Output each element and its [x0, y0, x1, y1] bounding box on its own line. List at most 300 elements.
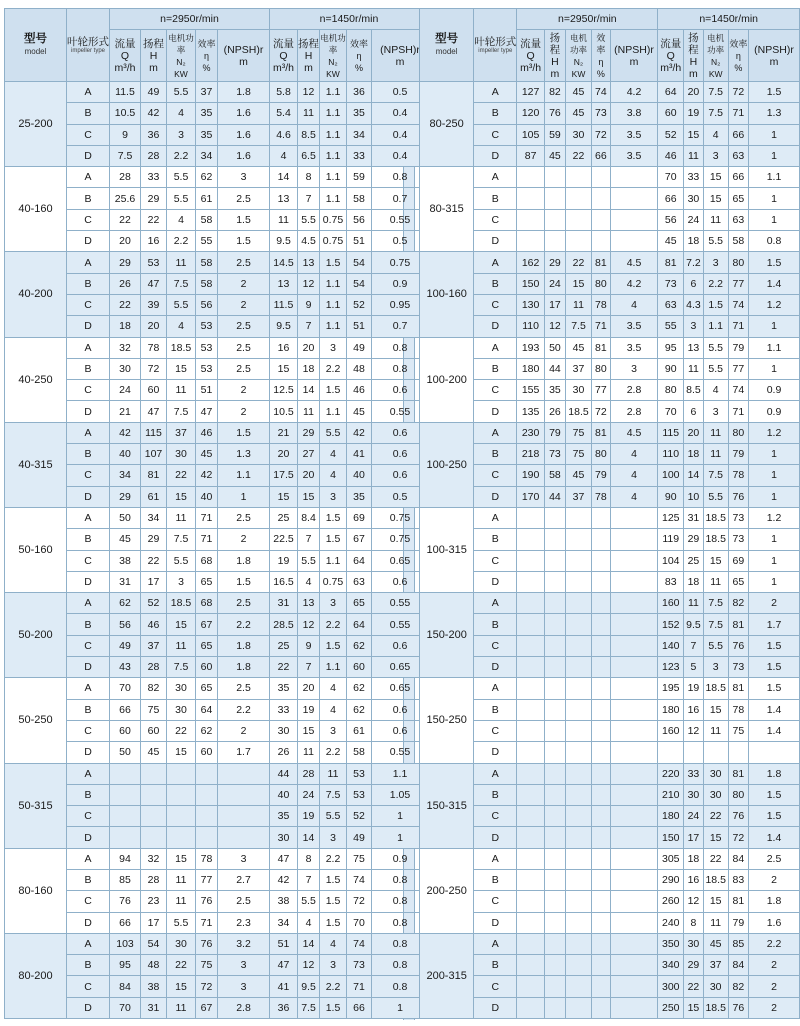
head-1450-cell: 24: [684, 806, 704, 827]
table-row: [5, 742, 429, 763]
efficiency-2950-cell: [592, 806, 611, 827]
speed-high-header: n=2950r/min: [110, 9, 270, 30]
npsh-2950-cell: [218, 784, 270, 805]
power-1450-cell: 7.5: [703, 103, 728, 124]
efficiency-2950-cell: [592, 571, 611, 592]
npsh-1450-cell: 1.5: [749, 635, 800, 656]
flow-2950-cell: 95: [110, 955, 141, 976]
npsh-1450-cell: 0.9: [749, 401, 800, 422]
npsh-1450-cell: 1.4: [749, 827, 800, 848]
head-1450-cell: 11: [298, 401, 320, 422]
flow-2950-cell: [517, 550, 545, 571]
impeller-type-cell: B: [474, 103, 517, 124]
npsh-2950-cell: 2: [218, 273, 270, 294]
impeller-type-cell: B: [474, 444, 517, 465]
table-row: [5, 337, 429, 358]
table-row: [5, 188, 429, 209]
flow-1450-cell: 150: [658, 827, 684, 848]
efficiency-1450-cell: 73: [728, 657, 748, 678]
head-2950-cell: [544, 699, 565, 720]
efficiency-2950-cell: 65: [196, 678, 218, 699]
power-2950-cell: 30: [167, 933, 196, 954]
impeller-type-cell: B: [67, 103, 110, 124]
npsh-2950-cell: 2.5: [218, 188, 270, 209]
efficiency-1450-cell: 85: [728, 933, 748, 954]
efficiency-1450-cell: 66: [728, 124, 748, 145]
power-2950-cell: [565, 635, 591, 656]
efficiency-1450-cell: 62: [347, 635, 372, 656]
flow-2950-cell: 70: [110, 678, 141, 699]
power-1450-cell: 5.5: [703, 358, 728, 379]
efficiency-1450-cell: 74: [347, 869, 372, 890]
impeller-type-cell: D: [67, 827, 110, 848]
impeller-type-cell: D: [67, 145, 110, 166]
power-2950-cell: 15: [167, 976, 196, 997]
head-1450-cell: 5: [684, 657, 704, 678]
flow-2950-cell: 193: [517, 337, 545, 358]
efficiency-2950-cell: 62: [196, 720, 218, 741]
npsh-1450-cell: 0.6: [372, 465, 429, 486]
efficiency-2950-cell: 45: [196, 444, 218, 465]
efficiency-1450-cell: 61: [347, 720, 372, 741]
head-1450-cell: 30: [684, 784, 704, 805]
speed-low-header: n=1450r/min: [270, 9, 429, 30]
head-1450-cell: 14: [298, 933, 320, 954]
npsh-2950-cell: 3.5: [610, 145, 658, 166]
npsh-2950-cell: 1.5: [218, 422, 270, 443]
npsh-2950-cell: [610, 955, 658, 976]
flow-1450-cell: 180: [658, 699, 684, 720]
table-row: [420, 678, 800, 699]
power-2950-cell: 5.5: [167, 82, 196, 103]
impeller-type-cell: A: [474, 593, 517, 614]
power-1450-cell: 4: [320, 444, 347, 465]
head-2950-cell: 28: [141, 145, 167, 166]
npsh-1450-cell: 1: [749, 465, 800, 486]
npsh-2950-cell: [610, 507, 658, 528]
power-2950-cell: 15: [167, 614, 196, 635]
head-2950-cell: [544, 848, 565, 869]
head-1450-cell: 19: [298, 699, 320, 720]
npsh-2950-cell: 1.1: [218, 465, 270, 486]
power-2950-cell: 22: [167, 955, 196, 976]
head-1450-cell: 8.5: [298, 124, 320, 145]
flow-1450-cell: 9.5: [270, 231, 298, 252]
power-1450-cell: 18.5: [703, 997, 728, 1018]
head-2950-cell: [544, 912, 565, 933]
npsh-1450-cell: 1.7: [749, 614, 800, 635]
flow-header: 流量 Q m³/h: [658, 30, 684, 82]
head-1450-cell: 33: [684, 167, 704, 188]
power-2950-cell: [565, 593, 591, 614]
table-row: [5, 358, 429, 379]
head-1450-cell: 12: [298, 614, 320, 635]
npsh-2950-cell: [610, 869, 658, 890]
head-1450-cell: 15: [298, 720, 320, 741]
efficiency-1450-cell: 75: [728, 720, 748, 741]
head-2950-cell: 78: [141, 337, 167, 358]
flow-1450-cell: 16: [270, 337, 298, 358]
efficiency-1450-cell: 65: [728, 188, 748, 209]
impeller-type-cell: B: [67, 358, 110, 379]
power-1450-cell: 11: [703, 571, 728, 592]
flow-2950-cell: 25.6: [110, 188, 141, 209]
flow-2950-cell: [517, 188, 545, 209]
head-2950-cell: 28: [141, 657, 167, 678]
power-1450-cell: 5.5: [703, 337, 728, 358]
flow-2950-cell: 85: [110, 869, 141, 890]
head-1450-cell: 30: [684, 188, 704, 209]
npsh-1450-cell: 1: [749, 529, 800, 550]
flow-1450-cell: 34: [270, 912, 298, 933]
flow-1450-cell: [658, 742, 684, 763]
flow-2950-cell: 105: [517, 124, 545, 145]
power-1450-cell: 7.5: [703, 465, 728, 486]
efficiency-2950-cell: 73: [592, 103, 611, 124]
npsh-header: (NPSH)r m: [218, 30, 270, 82]
flow-1450-cell: 60: [658, 103, 684, 124]
efficiency-1450-cell: 73: [347, 955, 372, 976]
npsh-2950-cell: 2.5: [218, 337, 270, 358]
impeller-type-cell: A: [67, 167, 110, 188]
flow-1450-cell: 12.5: [270, 380, 298, 401]
head-2950-cell: [544, 550, 565, 571]
npsh-1450-cell: 0.75: [372, 529, 429, 550]
efficiency-2950-cell: 71: [196, 507, 218, 528]
power-1450-cell: 2.2: [320, 976, 347, 997]
power-2950-cell: 15: [167, 742, 196, 763]
efficiency-1450-cell: 71: [728, 401, 748, 422]
power-1450-cell: 1.1: [320, 103, 347, 124]
power-header: 电机功率 N₂ KW: [167, 30, 196, 82]
npsh-1450-cell: 0.55: [372, 593, 429, 614]
efficiency-2950-cell: [592, 550, 611, 571]
flow-2950-cell: 190: [517, 465, 545, 486]
head-1450-cell: 15: [684, 997, 704, 1018]
power-1450-cell: 1.5: [320, 529, 347, 550]
flow-1450-cell: 5.8: [270, 82, 298, 103]
head-2950-cell: [544, 188, 565, 209]
head-1450-cell: 19: [684, 103, 704, 124]
efficiency-1450-cell: 76: [728, 806, 748, 827]
power-2950-cell: 15: [167, 358, 196, 379]
efficiency-1450-cell: 78: [728, 699, 748, 720]
flow-2950-cell: 7.5: [110, 145, 141, 166]
head-1450-cell: 20: [684, 422, 704, 443]
npsh-2950-cell: 4.2: [610, 82, 658, 103]
table-row: [420, 976, 800, 997]
efficiency-1450-cell: 84: [728, 955, 748, 976]
power-2950-cell: 11: [167, 635, 196, 656]
npsh-1450-cell: 2: [749, 997, 800, 1018]
impeller-type-cell: A: [474, 82, 517, 103]
efficiency-1450-cell: 58: [347, 188, 372, 209]
head-1450-cell: 14: [684, 465, 704, 486]
head-1450-cell: 17: [684, 827, 704, 848]
impeller-type-cell: C: [474, 720, 517, 741]
npsh-2950-cell: 1.8: [218, 657, 270, 678]
power-2950-cell: [565, 571, 591, 592]
head-1450-cell: 9: [298, 294, 320, 315]
flow-2950-cell: [517, 827, 545, 848]
impeller-type-cell: A: [67, 933, 110, 954]
npsh-2950-cell: 3: [218, 167, 270, 188]
head-1450-cell: 7: [298, 316, 320, 337]
npsh-1450-cell: 1: [749, 444, 800, 465]
model-cell: 50-160: [5, 507, 67, 592]
head-1450-cell: 14: [298, 827, 320, 848]
flow-2950-cell: [110, 827, 141, 848]
flow-1450-cell: 160: [658, 593, 684, 614]
flow-2950-cell: [517, 742, 545, 763]
table-row: [5, 571, 429, 592]
head-1450-cell: 7: [298, 188, 320, 209]
npsh-header: (NPSH)r m: [372, 30, 429, 82]
table-row: [5, 252, 429, 273]
head-2950-cell: [544, 997, 565, 1018]
power-1450-cell: 5.5: [320, 806, 347, 827]
power-1450-cell: 1.5: [320, 252, 347, 273]
table-row: [420, 188, 800, 209]
flow-1450-cell: 63: [658, 294, 684, 315]
flow-2950-cell: 34: [110, 465, 141, 486]
npsh-1450-cell: 2.5: [749, 848, 800, 869]
npsh-2950-cell: [610, 997, 658, 1018]
power-2950-cell: 22: [565, 145, 591, 166]
power-1450-cell: 15: [703, 188, 728, 209]
head-2950-cell: 72: [141, 358, 167, 379]
flow-1450-cell: 70: [658, 167, 684, 188]
impeller-type-cell: A: [67, 422, 110, 443]
table-row: [5, 678, 429, 699]
npsh-1450-cell: 0.55: [372, 742, 429, 763]
efficiency-2950-cell: 42: [196, 465, 218, 486]
power-1450-cell: 1.5: [703, 294, 728, 315]
power-2950-cell: 7.5: [167, 657, 196, 678]
power-1450-cell: 30: [703, 763, 728, 784]
efficiency-2950-cell: [592, 593, 611, 614]
power-2950-cell: [565, 806, 591, 827]
table-row: [420, 848, 800, 869]
power-2950-cell: 18.5: [565, 401, 591, 422]
efficiency-2950-cell: [196, 784, 218, 805]
npsh-1450-cell: 1: [749, 571, 800, 592]
efficiency-1450-cell: [728, 742, 748, 763]
impeller-type-cell: A: [67, 763, 110, 784]
efficiency-1450-cell: 77: [728, 358, 748, 379]
power-1450-cell: 5.5: [703, 635, 728, 656]
flow-1450-cell: 14.5: [270, 252, 298, 273]
power-1450-cell: 1.1: [320, 401, 347, 422]
power-2950-cell: 7.5: [167, 273, 196, 294]
npsh-1450-cell: 0.8: [749, 231, 800, 252]
head-2950-cell: [544, 209, 565, 230]
flow-2950-cell: 31: [110, 571, 141, 592]
npsh-2950-cell: [218, 806, 270, 827]
head-1450-cell: 18: [684, 848, 704, 869]
npsh-2950-cell: [610, 571, 658, 592]
npsh-1450-cell: 1: [749, 316, 800, 337]
table-row: [5, 103, 429, 124]
table-row: [5, 614, 429, 635]
table-row: [5, 145, 429, 166]
power-1450-cell: 3: [703, 657, 728, 678]
impeller-type-cell: C: [67, 635, 110, 656]
power-1450-cell: 11: [703, 720, 728, 741]
npsh-2950-cell: 3: [610, 358, 658, 379]
head-1450-cell: 8: [298, 848, 320, 869]
efficiency-2950-cell: [592, 188, 611, 209]
efficiency-1450-cell: 63: [728, 145, 748, 166]
head-2950-cell: [544, 763, 565, 784]
table-row: [420, 571, 800, 592]
head-1450-cell: 7.5: [298, 997, 320, 1018]
head-1450-cell: 16: [684, 699, 704, 720]
efficiency-1450-cell: 76: [728, 486, 748, 507]
flow-1450-cell: 290: [658, 869, 684, 890]
flow-header: 流量 Q m³/h: [110, 30, 141, 82]
table-row: [5, 294, 429, 315]
efficiency-2950-cell: 78: [196, 848, 218, 869]
efficiency-2950-cell: [592, 848, 611, 869]
head-1450-cell: 12: [298, 273, 320, 294]
impeller-type-cell: C: [474, 806, 517, 827]
flow-2950-cell: 60: [110, 720, 141, 741]
model-cell: 80-200: [5, 933, 67, 1018]
npsh-1450-cell: 1.5: [749, 784, 800, 805]
power-1450-cell: 15: [703, 891, 728, 912]
power-2950-cell: [565, 209, 591, 230]
efficiency-2950-cell: 64: [196, 699, 218, 720]
efficiency-2950-cell: [592, 933, 611, 954]
power-1450-cell: 11: [703, 912, 728, 933]
power-2950-cell: [167, 784, 196, 805]
efficiency-1450-cell: 73: [728, 529, 748, 550]
impeller-type-cell: B: [67, 188, 110, 209]
flow-2950-cell: [517, 955, 545, 976]
power-2950-cell: [565, 955, 591, 976]
table-row: [5, 955, 429, 976]
impeller-type-cell: D: [474, 231, 517, 252]
head-2950-cell: [544, 657, 565, 678]
flow-2950-cell: 70: [110, 997, 141, 1018]
head-1450-cell: 4: [298, 571, 320, 592]
flow-1450-cell: 14: [270, 167, 298, 188]
head-1450-cell: 11: [684, 145, 704, 166]
flow-2950-cell: [517, 167, 545, 188]
power-2950-cell: 11: [167, 869, 196, 890]
flow-1450-cell: 300: [658, 976, 684, 997]
impeller-type-cell: A: [67, 82, 110, 103]
flow-1450-cell: 28.5: [270, 614, 298, 635]
power-1450-cell: 5.5: [703, 486, 728, 507]
flow-1450-cell: 41: [270, 976, 298, 997]
npsh-2950-cell: [610, 891, 658, 912]
head-1450-cell: 11: [684, 358, 704, 379]
flow-1450-cell: 44: [270, 763, 298, 784]
npsh-2950-cell: 2.5: [218, 593, 270, 614]
power-2950-cell: 30: [565, 380, 591, 401]
efficiency-1450-cell: 81: [728, 763, 748, 784]
table-row: [420, 507, 800, 528]
head-2950-cell: 20: [141, 316, 167, 337]
flow-1450-cell: 11: [270, 209, 298, 230]
flow-2950-cell: 43: [110, 657, 141, 678]
efficiency-2950-cell: [592, 891, 611, 912]
impeller-type-cell: A: [474, 933, 517, 954]
flow-1450-cell: 340: [658, 955, 684, 976]
efficiency-2950-cell: 74: [592, 82, 611, 103]
impeller-type-cell: C: [67, 976, 110, 997]
flow-1450-cell: 13: [270, 273, 298, 294]
power-2950-cell: 3: [167, 124, 196, 145]
flow-1450-cell: 220: [658, 763, 684, 784]
impeller-type-cell: B: [474, 955, 517, 976]
head-2950-cell: 82: [141, 678, 167, 699]
npsh-1450-cell: 1.05: [372, 784, 429, 805]
npsh-2950-cell: [610, 763, 658, 784]
efficiency-1450-cell: 52: [347, 806, 372, 827]
power-1450-cell: 3: [320, 827, 347, 848]
flow-1450-cell: 83: [658, 571, 684, 592]
head-2950-cell: 49: [141, 82, 167, 103]
efficiency-1450-cell: 54: [347, 252, 372, 273]
flow-1450-cell: 110: [658, 444, 684, 465]
efficiency-2950-cell: 72: [592, 124, 611, 145]
impeller-type-cell: C: [474, 209, 517, 230]
power-1450-cell: 30: [703, 784, 728, 805]
efficiency-2950-cell: 51: [196, 380, 218, 401]
power-2950-cell: 5.5: [167, 167, 196, 188]
efficiency-1450-cell: 76: [728, 997, 748, 1018]
head-2950-cell: 17: [141, 912, 167, 933]
power-1450-cell: 45: [703, 933, 728, 954]
npsh-1450-cell: 0.8: [372, 869, 429, 890]
head-2950-cell: 52: [141, 593, 167, 614]
head-2950-cell: 47: [141, 401, 167, 422]
head-2950-cell: 31: [141, 997, 167, 1018]
model-cell: 150-315: [420, 763, 474, 848]
model-cell: 50-250: [5, 678, 67, 763]
npsh-2950-cell: 2.5: [218, 507, 270, 528]
flow-1450-cell: 42: [270, 869, 298, 890]
power-1450-cell: 1.1: [320, 550, 347, 571]
table-row: [5, 848, 429, 869]
npsh-1450-cell: 0.8: [372, 955, 429, 976]
table-row: [5, 635, 429, 656]
flow-2950-cell: [517, 720, 545, 741]
flow-2950-cell: 29: [110, 486, 141, 507]
flow-2950-cell: 11.5: [110, 82, 141, 103]
flow-2950-cell: 10.5: [110, 103, 141, 124]
impeller-type-cell: C: [474, 465, 517, 486]
power-2950-cell: [565, 869, 591, 890]
flow-2950-cell: 42: [110, 422, 141, 443]
power-1450-cell: 7.5: [703, 593, 728, 614]
impeller-type-cell: B: [474, 188, 517, 209]
npsh-1450-cell: 1: [749, 486, 800, 507]
efficiency-2950-cell: 53: [196, 358, 218, 379]
power-1450-cell: 4: [320, 678, 347, 699]
efficiency-2950-cell: 58: [196, 209, 218, 230]
efficiency-1450-cell: 76: [728, 635, 748, 656]
efficiency-1450-cell: 48: [347, 358, 372, 379]
efficiency-1450-cell: 69: [347, 507, 372, 528]
efficiency-1450-cell: 46: [347, 380, 372, 401]
efficiency-1450-cell: 35: [347, 486, 372, 507]
flow-2950-cell: [517, 976, 545, 997]
head-1450-cell: 16: [684, 869, 704, 890]
